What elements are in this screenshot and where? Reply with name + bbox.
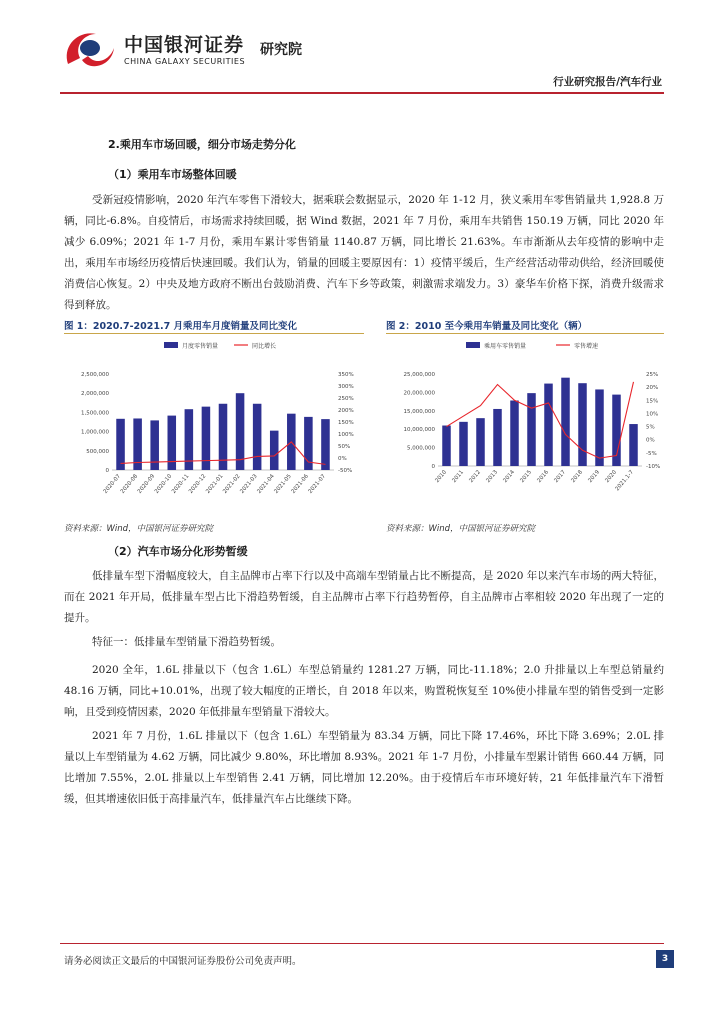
logo-suffix-text: 研究院 — [260, 42, 302, 58]
y-right-tick-label: 100% — [338, 432, 354, 438]
x-tick-label: 2016 — [536, 469, 551, 485]
figure-1-caption: 图 1：2020.7-2021.7 月乘用车月度销量及同比变化 — [64, 321, 297, 332]
report-type-label: 行业研究报告/汽车行业 — [553, 76, 662, 88]
section-title: 2.乘用车市场回暖，细分市场走势分化 — [108, 138, 296, 151]
subsection-title-2: （2）汽车市场分化形势暂缓 — [108, 545, 248, 558]
x-tick-label: 2015 — [519, 469, 534, 485]
y-right-tick-label: 250% — [338, 396, 354, 402]
figure-2-caption: 图 2：2010 至今乘用车销量及同比变化（辆） — [386, 321, 588, 332]
figure-1-source: 资料来源：Wind，中国银河证券研究院 — [64, 524, 214, 534]
company-logo — [60, 26, 320, 82]
x-tick-label: 2021.1-7 — [614, 469, 636, 493]
x-tick-label: 2018 — [570, 469, 585, 485]
x-tick-label: 2020 — [604, 469, 619, 485]
bar-2014 — [510, 400, 519, 466]
x-tick-label: 2020-11 — [171, 473, 191, 495]
legend-line-label: 同比增长 — [252, 343, 277, 350]
subsection-title-1: （1）乘用车市场整体回暖 — [108, 168, 237, 181]
figure-2-chart — [386, 336, 676, 518]
bar-2015 — [527, 393, 536, 466]
bar-2017 — [561, 378, 570, 466]
logo-en-text: CHINA GALAXY SECURITIES — [124, 57, 246, 66]
bar-2012 — [476, 418, 485, 466]
x-tick-label: 2020-10 — [153, 473, 174, 495]
x-tick-label: 2021-01 — [205, 473, 225, 495]
y-right-tick-label: 10% — [646, 411, 659, 418]
y-right-tick-label: 200% — [338, 408, 354, 414]
galaxy-logo-icon — [60, 26, 118, 76]
legend-bar-label: 乘用车零售销量 — [484, 343, 527, 350]
growth-line — [447, 382, 634, 458]
y-left-tick-label: 25,000,000 — [403, 372, 435, 378]
bar-2011 — [459, 422, 468, 466]
bar-2018 — [578, 383, 587, 466]
x-tick-label: 2021-06 — [290, 473, 310, 495]
figure-2-source: 资料来源：Wind，中国银河证券研究院 — [386, 524, 536, 534]
x-tick-label: 2013 — [485, 469, 500, 485]
bar-2021-04 — [270, 431, 279, 470]
figure-2-rule — [386, 333, 664, 334]
bar-2020-07 — [116, 419, 125, 470]
header-divider — [60, 92, 664, 94]
x-tick-label: 2021-04 — [256, 473, 276, 495]
legend-line-label: 零售增速 — [574, 343, 599, 350]
y-left-tick-label: 5,000,000 — [407, 445, 435, 452]
x-tick-label: 2012 — [468, 469, 483, 485]
y-left-tick-label: 500,000 — [86, 448, 109, 455]
x-tick-label: 2019 — [587, 469, 602, 485]
x-tick-label: 2017 — [553, 469, 568, 485]
x-tick-label: 2010 — [434, 469, 449, 485]
y-right-tick-label: 350% — [338, 372, 354, 378]
y-left-tick-label: 15,000,000 — [403, 408, 435, 415]
bar-2021-07 — [321, 419, 330, 470]
footer-divider — [60, 943, 664, 944]
x-tick-label: 2020-09 — [136, 473, 157, 495]
y-left-tick-label: 10,000,000 — [403, 427, 435, 434]
paragraph-4: 2020 全年，1.6L 排量以下（包含 1.6L）车型总销量约 1281.27 万辆，同比-11.18%；2.0 升排量以上车型总销量约 48.16 万辆，同比+10.01%，出现了较大幅度的正增长，自 2018 年以来，购置税恢复至 10%使小排量车型的销售受到一定影响，且受到疫情因素，2020 年低排量车型销量下滑较大。 — [64, 664, 664, 718]
y-right-tick-label: 0% — [338, 456, 347, 462]
y-right-tick-label: 25% — [646, 372, 659, 378]
y-right-tick-label: 5% — [646, 424, 655, 431]
y-right-tick-label: 50% — [338, 444, 351, 450]
bar-2021-02 — [236, 393, 245, 470]
y-left-tick-label: 0 — [431, 464, 435, 470]
x-tick-label: 2021-07 — [307, 473, 327, 495]
y-left-tick-label: 20,000,000 — [403, 390, 435, 397]
paragraph-5: 2021 年 7 月份，1.6L 排量以下（包含 1.6L）车型销量为 83.34 万辆，同比下降 17.46%，环比下降 3.69%；2.0L 排量以上车型销量为 4.62 万辆，同比减少 9.80%，环比增加 8.93%。2021 年 1-7 月份，小排量车型累计销售 660.44 万辆，同比增加 7.55%，2.0L 排量以上车型销售 2.41 万辆，同比增加 12.20%。由于疫情后车市环境好转，21 年低排量汽车下滑暂缓，但其增速依旧低于高排量汽车，低排量汽车占比继续下降。 — [64, 730, 664, 805]
y-right-tick-label: -10% — [646, 464, 661, 470]
y-right-tick-label: 15% — [646, 398, 659, 405]
y-left-tick-label: 2,500,000 — [81, 372, 109, 378]
x-tick-label: 2021-02 — [222, 473, 242, 495]
paragraph-2: 低排量车型下滑幅度较大，自主品牌市占率下行以及中高端车型销量占比不断提高，是 2020 年以来汽车市场的两大特征，而在 2021 年开局，低排量车型占比下滑趋势暂缓，自主品牌市占率下行趋势暂停，自主品牌市占率相较 2020 年出现了一定的提升。 — [64, 570, 664, 624]
figure-1-rule — [64, 333, 364, 334]
footer-disclaimer: 请务必阅读正文最后的中国银河证券股份公司免责声明。 — [64, 956, 302, 967]
y-left-tick-label: 2,000,000 — [81, 391, 109, 398]
x-tick-label: 2020-08 — [119, 473, 140, 495]
y-right-tick-label: 300% — [338, 384, 354, 390]
bar-2019 — [595, 389, 604, 466]
y-right-tick-label: -50% — [338, 468, 353, 474]
logo-cn-text: 中国银河证券 — [124, 34, 245, 56]
figure-1-chart — [64, 336, 364, 518]
legend-bar-swatch — [164, 342, 178, 348]
page-number: 3 — [656, 950, 674, 968]
x-tick-label: 2021-03 — [239, 473, 259, 495]
y-right-tick-label: 20% — [646, 385, 659, 392]
x-tick-label: 2014 — [502, 469, 517, 485]
x-tick-label: 2011 — [451, 469, 466, 485]
x-tick-label: 2020-12 — [188, 473, 208, 495]
y-left-tick-label: 1,500,000 — [81, 410, 109, 417]
y-left-tick-label: 0 — [105, 468, 109, 474]
bar-2021-03 — [253, 404, 262, 470]
x-tick-label: 2020-07 — [102, 473, 123, 495]
y-right-tick-label: -5% — [646, 450, 657, 457]
x-tick-label: 2021-05 — [273, 473, 293, 495]
y-right-tick-label: 150% — [338, 420, 354, 426]
bar-2016 — [544, 384, 553, 466]
y-right-tick-label: 0% — [646, 437, 655, 444]
paragraph-3: 特征一：低排量车型销量下滑趋势暂缓。 — [92, 636, 281, 648]
legend-bar-swatch — [466, 342, 480, 348]
legend-bar-label: 月度零售销量 — [182, 343, 219, 350]
bar-2013 — [493, 409, 502, 466]
paragraph-1: 受新冠疫情影响，2020 年汽车零售下滑较大，据乘联会数据显示，2020 年 1-12 月，狭义乘用车零售销量共 1,928.8 万辆，同比-6.8%。自疫情后，市场需求持续回暖，据 Wind 数据，2021 年 7 月份，乘用车共销售 150.19 万辆，同比 2020 年减少 6.09%；2021 年 1-7 月份，乘用车累计零售销量 1140.87 万辆，同比增长 21.63%。车市渐渐从去年疫情的影响中走出，乘用车市场经历疫情后快速回暖。我们认为，销量的回暖主要原因有：1）疫情平缓后，生产经营活动带动供给，经济回暖使消费信心恢复。2）中央及地方政府不断出台鼓励消费、汽车下乡等政策，刺激需求端发力。3）豪华车价格下探，消费升级需求得到释放。 — [64, 194, 664, 311]
bar-2021.1-7 — [629, 424, 638, 466]
bar-2010 — [442, 426, 451, 466]
y-left-tick-label: 1,000,000 — [81, 429, 109, 436]
